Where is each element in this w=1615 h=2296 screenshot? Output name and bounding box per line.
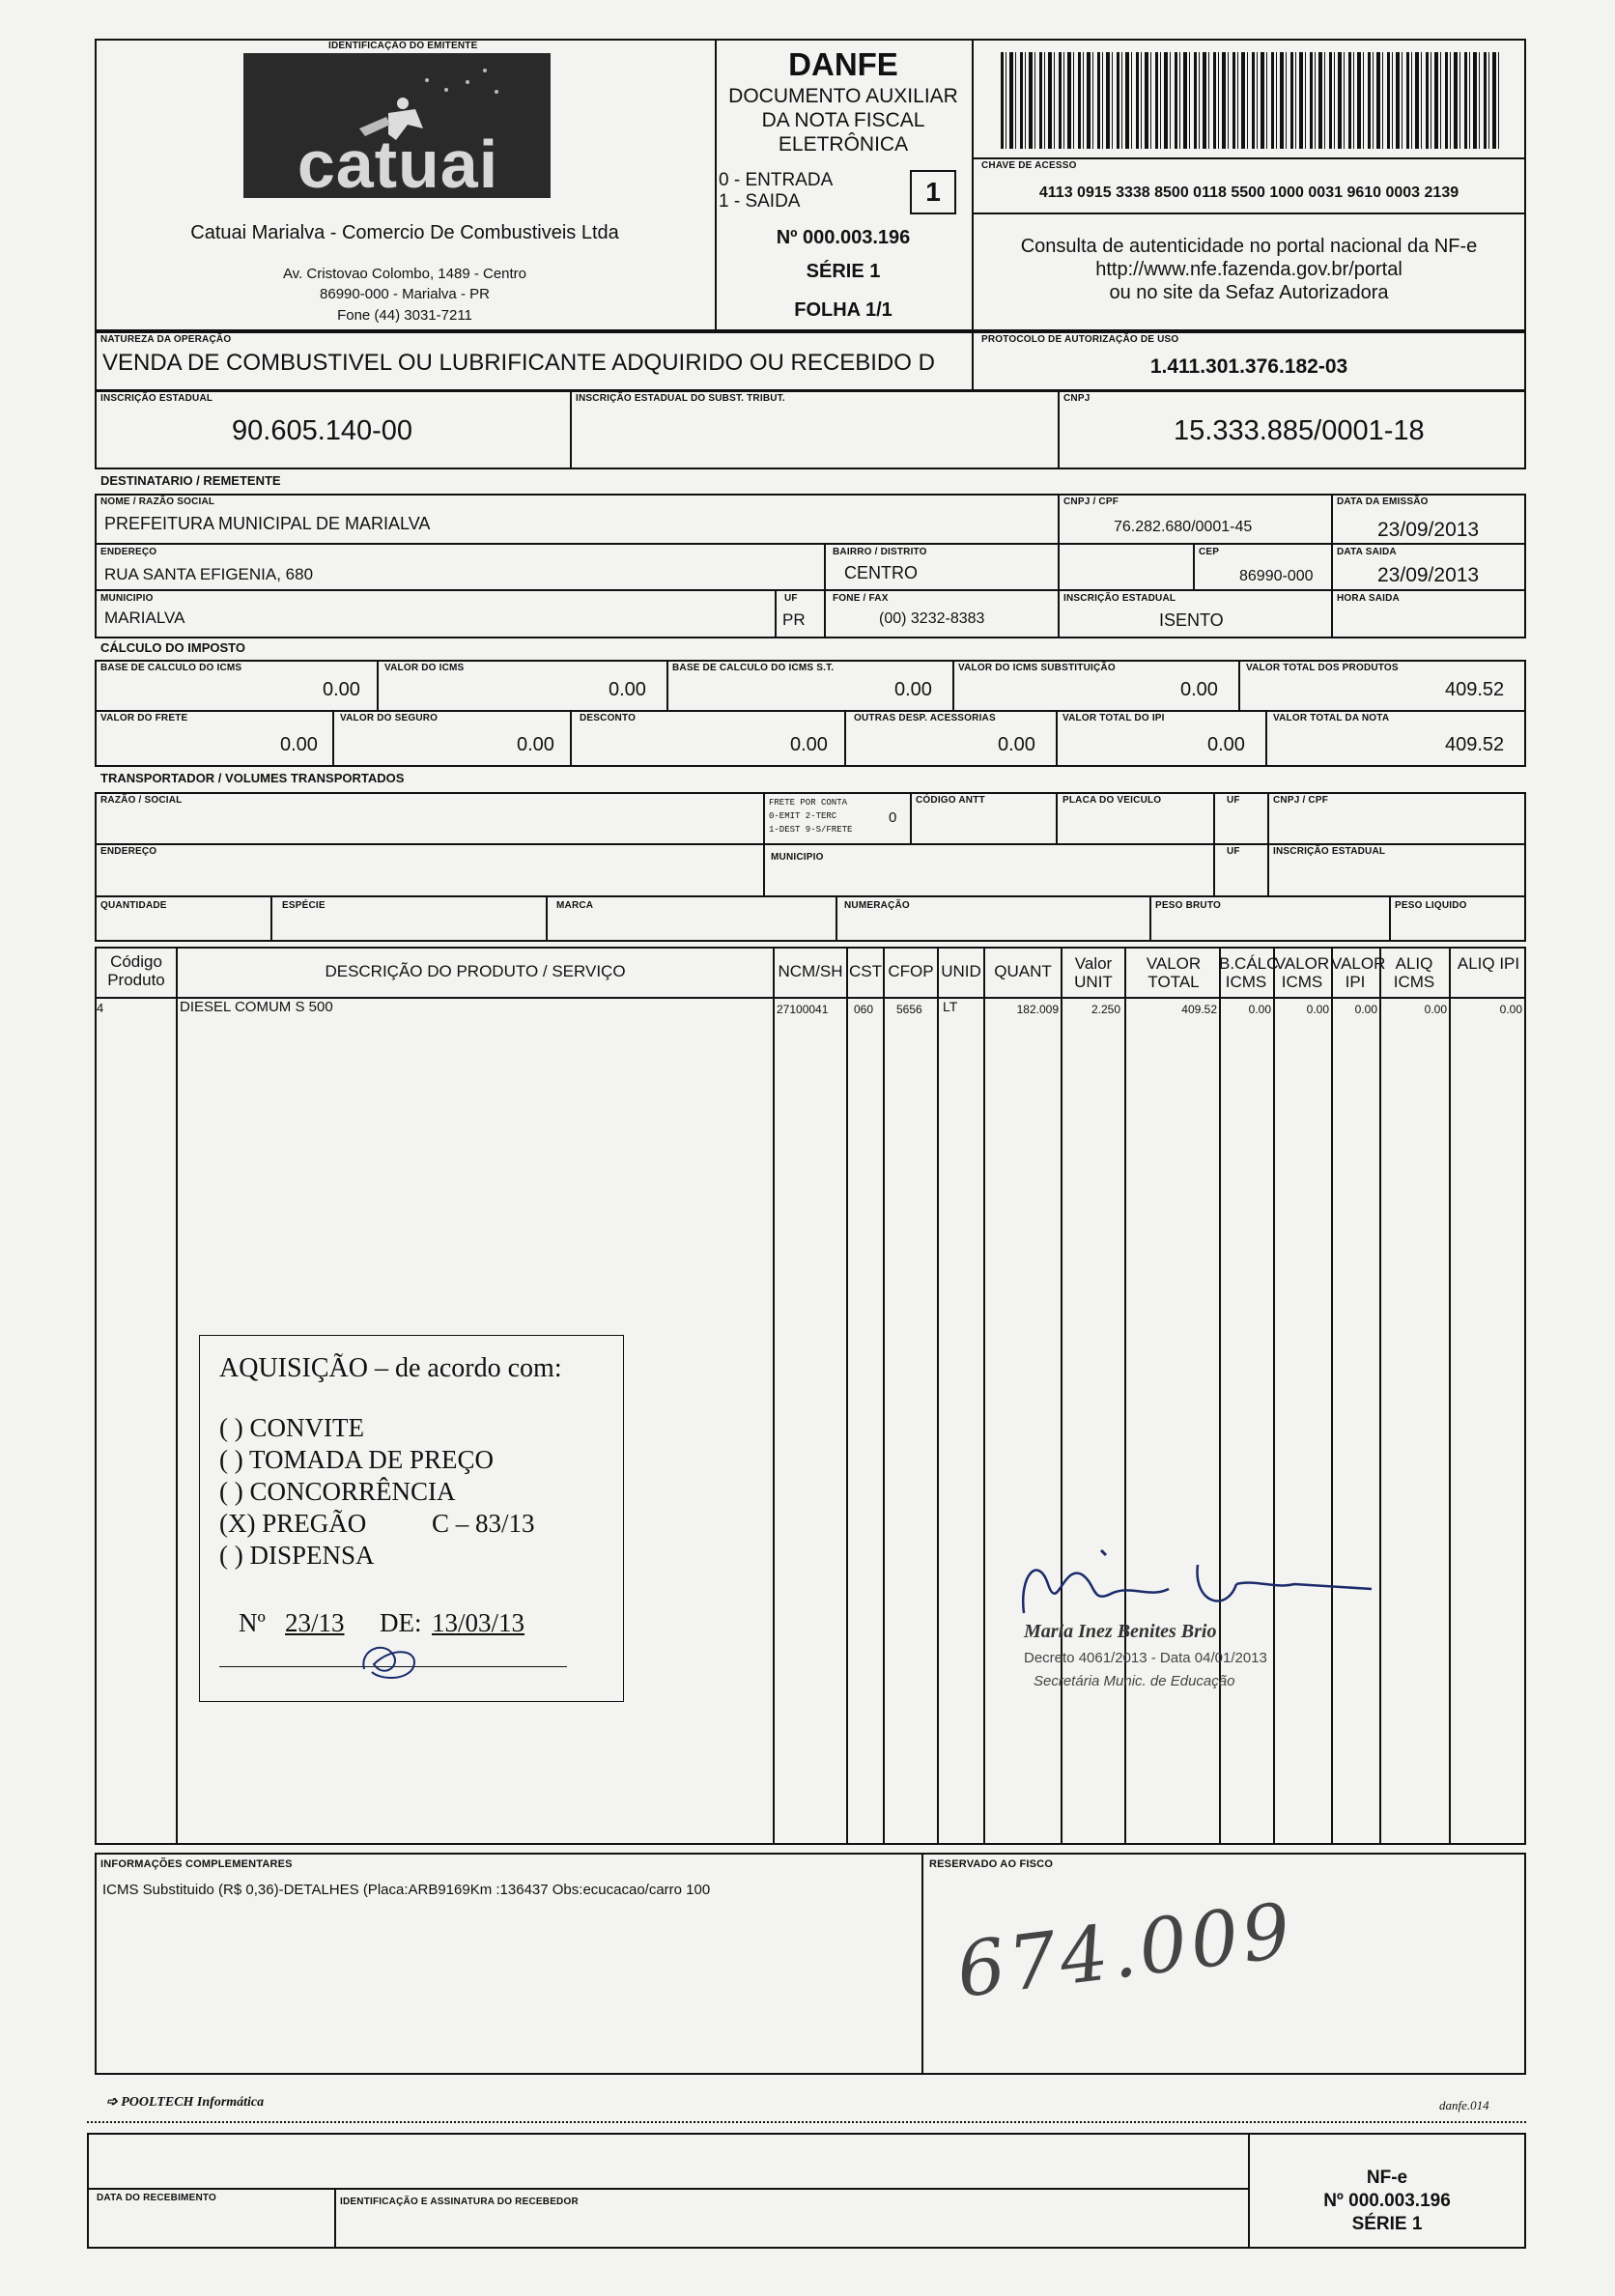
row-descricao: DIESEL COMUM S 500 <box>180 999 333 1015</box>
company-address-1: Av. Cristovao Colombo, 1489 - Centro <box>282 266 527 282</box>
col-cfop: CFOP <box>888 962 934 980</box>
nota-serie: SÉRIE 1 <box>806 261 881 282</box>
dest-cep: 86990-000 <box>1239 568 1314 584</box>
stamp-data: 13/03/13 <box>432 1608 525 1637</box>
tipo-box: 1 <box>910 170 956 214</box>
signer-role: Secretária Munic. de Educação <box>1034 1673 1235 1689</box>
total-prod-label: VALOR TOTAL DOS PRODUTOS <box>1246 663 1399 673</box>
dest-municipio-label: MUNICIPIO <box>100 593 154 604</box>
consulta-line-1: Consulta de autenticidade no portal nacional da NF-e <box>1020 236 1478 257</box>
danfe-subtitle-1: DOCUMENTO AUXILIAR <box>728 85 958 107</box>
outras-label: OUTRAS DESP. ACESSORIAS <box>854 713 996 723</box>
row-aipi: 0.00 <box>1499 1003 1522 1016</box>
cnpj-label: CNPJ <box>1063 393 1091 404</box>
col-descricao: DESCRIÇÃO DO PRODUTO / SERVIÇO <box>325 962 626 980</box>
stamp-de-label: DE: <box>380 1608 422 1637</box>
imposto-section: CÁLCULO DO IMPOSTO <box>100 640 245 655</box>
danfe-model: danfe.014 <box>1439 2098 1489 2112</box>
stamp-line-4b: C – 83/13 <box>432 1509 535 1538</box>
total-prod: 409.52 <box>1445 679 1505 700</box>
stamp-initials <box>354 1635 432 1684</box>
emitter-section-label: IDENTIFICAÇÃO DO EMITENTE <box>328 41 478 51</box>
recebedor-label: IDENTIFICAÇÃO E ASSINATURA DO RECEBEDOR <box>340 2197 579 2207</box>
frete-conta-line-1: FRETE POR CONTA <box>769 798 848 808</box>
stamp-line-5: ( ) DISPENSA <box>219 1541 375 1570</box>
complementares-label: INFORMAÇÕES COMPLEMENTARES <box>100 1858 293 1870</box>
col-vtotal: VALOR TOTAL <box>1146 954 1202 991</box>
col-vunit: Valor UNIT <box>1074 954 1113 991</box>
dest-nome-label: NOME / RAZÃO SOCIAL <box>100 496 215 507</box>
dest-endereco-label: ENDEREÇO <box>100 547 157 557</box>
barcode <box>1001 52 1501 149</box>
ie-value: 90.605.140-00 <box>232 415 413 446</box>
dest-fone: (00) 3232-8383 <box>879 610 985 627</box>
signer-decree: Decreto 4061/2013 - Data 04/01/2013 <box>1024 1650 1267 1666</box>
nota-numero: Nº 000.003.196 <box>776 227 911 248</box>
desconto-label: DESCONTO <box>580 713 637 723</box>
bc-icms: 0.00 <box>323 679 360 700</box>
row-unid: LT <box>943 999 958 1014</box>
protocolo-label: PROTOCOLO DE AUTORIZAÇÃO DE USO <box>981 334 1179 345</box>
row-vicms: 0.00 <box>1306 1003 1329 1016</box>
danfe-subtitle-3: ELETRÔNICA <box>778 133 909 156</box>
nota-folha: FOLHA 1/1 <box>794 299 892 321</box>
chave-acesso: 4113 0915 3338 8500 0118 5500 1000 0031 9610 0003 2139 <box>1038 184 1459 201</box>
frete: 0.00 <box>280 734 318 755</box>
row-cfop: 5656 <box>896 1003 922 1016</box>
col-unid: UNID <box>941 962 981 980</box>
row-aicms: 0.00 <box>1424 1003 1447 1016</box>
row-vunit: 2.250 <box>1091 1003 1120 1016</box>
bc-icms-label: BASE DE CALCULO DO ICMS <box>100 663 242 673</box>
cnpj-value: 15.333.885/0001-18 <box>1174 415 1425 446</box>
col-codigo: Código Produto <box>107 952 165 989</box>
consulta-line-3: ou no site da Sefaz Autorizadora <box>1109 282 1389 303</box>
company-address-2: 86990-000 - Marialva - PR <box>320 286 490 302</box>
peso-liquido-label: PESO LIQUIDO <box>1395 900 1467 911</box>
software-name: POOLTECH Informática <box>121 2095 265 2110</box>
canhoto-nfe: NF-e <box>1366 2168 1408 2188</box>
row-vtotal: 409.52 <box>1181 1003 1217 1016</box>
total-nota-label: VALOR TOTAL DA NOTA <box>1273 713 1390 723</box>
ie-label: INSCRIÇÃO ESTADUAL <box>100 393 213 404</box>
logo-text: catuai <box>297 127 499 202</box>
icms-st-label: VALOR DO ICMS SUBSTITUIÇÃO <box>958 663 1116 673</box>
dest-hora-label: HORA SAIDA <box>1337 593 1400 604</box>
seguro: 0.00 <box>517 734 554 755</box>
aquisicao-stamp <box>199 1335 624 1702</box>
transp-uf2-label: UF <box>1227 846 1240 857</box>
dest-saida: 23/09/2013 <box>1377 564 1480 586</box>
stamp-line-4: (X) PREGÃO <box>219 1509 367 1538</box>
chave-label: CHAVE DE ACESSO <box>981 160 1077 171</box>
dest-saida-label: DATA SAIDA <box>1337 547 1397 557</box>
natureza-value: VENDA DE COMBUSTIVEL OU LUBRIFICANTE ADQUIRIDO OU RECEBIDO D <box>102 350 935 376</box>
frete-conta-value: 0 <box>889 809 897 826</box>
dest-uf: PR <box>782 610 806 629</box>
dest-municipio: MARIALVA <box>104 609 185 627</box>
stamp-line-3: ( ) CONCORRÊNCIA <box>219 1477 456 1506</box>
canhoto-numero: Nº 000.003.196 <box>1323 2191 1451 2211</box>
dest-ie: ISENTO <box>1159 610 1224 630</box>
signer-name: Maria Inez Benites Brio <box>1024 1621 1217 1642</box>
software-credit <box>106 2094 264 2111</box>
recebimento-label: DATA DO RECEBIMENTO <box>97 2193 216 2203</box>
consulta-line-2: http://www.nfe.fazenda.gov.br/portal <box>1095 259 1402 280</box>
col-bc: B.CÁLC ICMS <box>1219 954 1279 991</box>
danfe-subtitle-2: DA NOTA FISCAL <box>761 109 925 131</box>
dest-cnpj-label: CNPJ / CPF <box>1063 496 1119 507</box>
dest-bairro-label: BAIRRO / DISTRITO <box>833 547 927 557</box>
handwritten-number: 674.009 <box>951 1886 1299 2016</box>
frete-conta-line-2: 0-EMIT 2-TERC <box>769 811 837 821</box>
frete-label: VALOR DO FRETE <box>100 713 188 723</box>
company-logo <box>243 53 551 202</box>
dest-cnpj: 76.282.680/0001-45 <box>1114 519 1253 535</box>
total-nota: 409.52 <box>1445 734 1505 755</box>
outras: 0.00 <box>998 734 1035 755</box>
especie-label: ESPÉCIE <box>282 900 326 911</box>
transp-municipio-label: MUNICIPIO <box>771 852 824 863</box>
canhoto-serie: SÉRIE 1 <box>1351 2214 1423 2234</box>
stamp-title: AQUISIÇÃO – de acordo com: <box>219 1353 562 1383</box>
row-cst: 060 <box>854 1003 874 1016</box>
ipi: 0.00 <box>1207 734 1245 755</box>
row-vipi: 0.00 <box>1354 1003 1377 1016</box>
marca-label: MARCA <box>556 900 594 911</box>
company-phone: Fone (44) 3031-7211 <box>337 307 472 324</box>
seguro-label: VALOR DO SEGURO <box>340 713 439 723</box>
dest-cep-label: CEP <box>1199 547 1220 557</box>
row-bc: 0.00 <box>1248 1003 1271 1016</box>
col-ncm: NCM/SH <box>778 962 843 980</box>
transp-cnpj-label: CNPJ / CPF <box>1273 795 1329 806</box>
row-quant: 182.009 <box>1016 1003 1059 1016</box>
col-aicms: ALIQ ICMS <box>1393 954 1435 991</box>
desconto: 0.00 <box>790 734 828 755</box>
transp-ie-label: INSCRIÇÃO ESTADUAL <box>1273 846 1386 857</box>
row-ncm: 27100041 <box>777 1003 829 1016</box>
natureza-label: NATUREZA DA OPERAÇÃO <box>100 334 232 345</box>
icms-st: 0.00 <box>1180 679 1218 700</box>
dest-nome: PREFEITURA MUNICIPAL DE MARIALVA <box>104 514 431 533</box>
placa-label: PLACA DO VEICULO <box>1062 795 1162 806</box>
col-vicms: VALOR ICMS <box>1274 954 1330 991</box>
col-quant: QUANT <box>994 962 1052 980</box>
bc-st: 0.00 <box>894 679 932 700</box>
transp-endereco-label: ENDEREÇO <box>100 846 157 857</box>
numeracao-label: NUMERAÇÃO <box>844 900 910 911</box>
transporte-section: TRANSPORTADOR / VOLUMES TRANSPORTADOS <box>100 771 405 785</box>
dest-emissao: 23/09/2013 <box>1377 519 1480 541</box>
stamp-numero: 23/13 <box>285 1608 345 1637</box>
row-codigo: 4 <box>97 1001 104 1015</box>
dest-fone-label: FONE / FAX <box>833 593 889 604</box>
col-vipi: VALOR IPI <box>1331 954 1386 991</box>
dest-uf-label: UF <box>784 593 798 604</box>
dest-bairro: CENTRO <box>844 563 918 582</box>
antt-label: CÓDIGO ANTT <box>916 795 985 806</box>
ipi-label: VALOR TOTAL DO IPI <box>1062 713 1165 723</box>
col-aipi: ALIQ IPI <box>1457 954 1520 973</box>
transp-uf-label: UF <box>1227 795 1240 806</box>
complementares-text: ICMS Substituido (R$ 0,36)-DETALHES (Placa:ARB9169Km :136437 Obs:ecucacao/carro 100 <box>102 1882 711 1898</box>
dest-endereco: RUA SANTA EFIGENIA, 680 <box>104 565 314 583</box>
transp-razao-label: RAZÃO / SOCIAL <box>100 795 183 806</box>
frete-conta-line-3: 1-DEST 9-S/FRETE <box>769 825 853 835</box>
software-icon: ➩ <box>106 2095 122 2110</box>
dest-ie-label: INSCRIÇÃO ESTADUAL <box>1063 593 1176 604</box>
stamp-numero-label: Nº <box>239 1608 266 1637</box>
stamp-line-1: ( ) CONVITE <box>219 1413 364 1442</box>
icms: 0.00 <box>609 679 646 700</box>
ie-st-label: INSCRIÇÃO ESTADUAL DO SUBST. TRIBUT. <box>576 393 785 404</box>
saida-label: 1 - SAIDA <box>719 191 801 212</box>
dest-emissao-label: DATA DA EMISSÃO <box>1337 496 1429 507</box>
peso-bruto-label: PESO BRUTO <box>1155 900 1221 911</box>
protocolo-value: 1.411.301.376.182-03 <box>1149 355 1348 378</box>
entrada-label: 0 - ENTRADA <box>719 170 834 190</box>
company-name: Catuai Marialva - Comercio De Combustiveis Ltda <box>190 222 619 243</box>
destinatario-section: DESTINATARIO / REMETENTE <box>100 473 281 488</box>
icms-label: VALOR DO ICMS <box>384 663 465 673</box>
col-cst: CST <box>849 962 882 980</box>
danfe-title: DANFE <box>788 46 898 82</box>
cut-line <box>87 2121 1526 2123</box>
quantidade-label: QUANTIDADE <box>100 900 167 911</box>
fisco-label: RESERVADO AO FISCO <box>929 1858 1054 1870</box>
bc-st-label: BASE DE CALCULO DO ICMS S.T. <box>672 663 835 673</box>
stamp-line-2: ( ) TOMADA DE PREÇO <box>219 1445 495 1474</box>
